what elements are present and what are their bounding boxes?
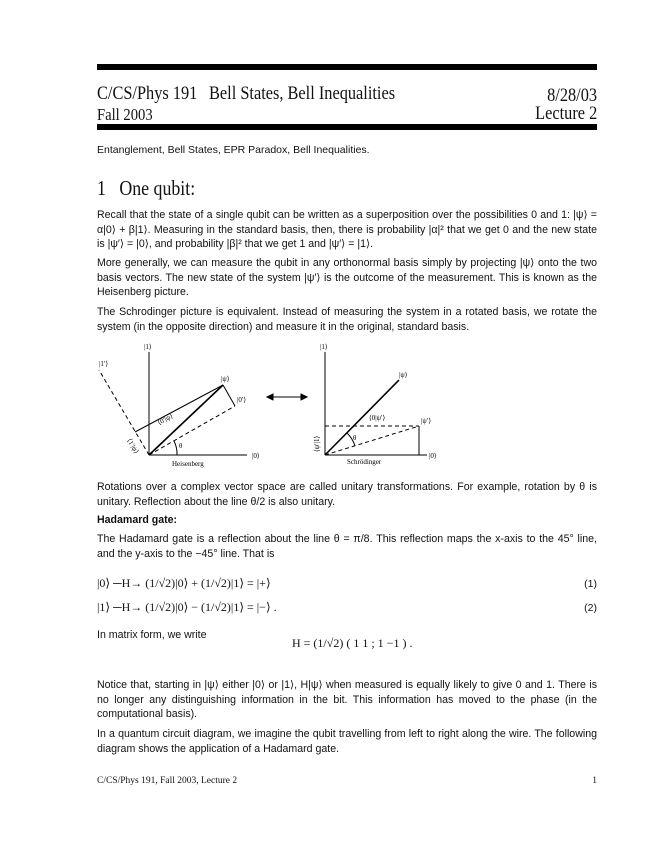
projection-1prime-label: ⟨1′|ψ⟩ — [125, 437, 141, 456]
hadamard-heading-text: Hadamard gate: — [97, 514, 178, 526]
paragraph-unitary: Rotations over a complex vector space are called unitary transformations. For example, rotation by θ is unitary. Reflection about the line θ/2 is also unitary. — [97, 481, 597, 508]
projection-0prime-label: ⟨0′|ψ⟩ — [156, 412, 175, 427]
equation-1-body: |0⟩ ─H→ (1/√2)|0⟩ + (1/√2)|1⟩ = |+⟩ — [97, 576, 271, 590]
paragraph-superposition: Recall that the state of a single qubit can be written as a superposition over the possibilities 0 and 1: |ψ⟩ = α|0⟩ + β|1⟩. Measuring in the standard basis, then, there is probability |α|² that we get 0 and the new state is |ψ′⟩ = |0⟩, and probability |β|² that we get 1 and |ψ′⟩ = |1⟩. — [97, 209, 597, 250]
schrodinger-caption: Schrödinger — [347, 458, 382, 466]
course-code: C/CS/Phys 191 — [97, 83, 198, 104]
equation-1-number: (1) — [584, 578, 597, 590]
section-heading — [97, 176, 195, 201]
equation-1 — [97, 576, 597, 596]
section-title: One qubit: — [119, 176, 196, 200]
section-number: 1 — [97, 176, 106, 200]
topics-line: Entanglement, Bell States, EPR Paradox, Bell Inequalities. — [97, 144, 370, 156]
angle-label: θ — [179, 442, 183, 450]
lecture-date: 8/28/03 — [547, 85, 597, 106]
projection-0-label: ⟨0|ψ′⟩ — [369, 414, 386, 422]
heisenberg-diagram — [99, 352, 247, 455]
hadamard-matrix: H = (1/√2) ( 1 1 ; 1 −1 ) . — [292, 636, 413, 650]
ket-0-label: |0⟩ — [429, 452, 437, 460]
page-number: 1 — [592, 776, 597, 786]
equation-2-number: (2) — [584, 602, 597, 614]
heisenberg-caption: Heisenberg — [172, 460, 204, 468]
equation-2-body: |1⟩ ─H→ (1/√2)|0⟩ − (1/√2)|1⟩ = |−⟩ . — [97, 600, 277, 614]
header-bottom-rule — [97, 124, 597, 130]
page-footer — [97, 776, 597, 786]
footer-text: C/CS/Phys 191, Fall 2003, Lecture 2 — [97, 776, 238, 786]
hadamard-heading — [97, 513, 597, 528]
angle-arc — [174, 441, 177, 455]
projection-1-label: ⟨ψ′|1⟩ — [313, 435, 321, 452]
paragraph-schrodinger: The Schrodinger picture is equivalent. Instead of measuring the system in a rotated basis, we rotate the system (in the opposite direction) and measure it in the original, standard basis. — [97, 306, 597, 333]
psi-prime-label: |ψ′⟩ — [421, 417, 432, 425]
lecture-page — [97, 0, 597, 848]
equivalence-arrow — [267, 394, 307, 400]
lecture-title: Bell States, Bell Inequalities — [209, 83, 396, 104]
paragraph-equal-likelihood: Notice that, starting in |ψ⟩ either |0⟩ or |1⟩, H|ψ⟩ when measured is equally likely to give 0 and 1. There is no longer any distinguishing information in the bit. This information has moved to the phase (in the computational basis). — [97, 679, 597, 720]
ket-1-label: |1⟩ — [320, 343, 328, 351]
header-top-rule — [97, 64, 597, 70]
paragraph-circuit-diagram: In a quantum circuit diagram, we imagine the qubit travelling from left to right along the wire. The following diagram shows the application of a Hadamard gate. — [97, 728, 597, 755]
psi-label: |ψ⟩ — [221, 375, 230, 383]
paragraph-hadamard: The Hadamard gate is a reflection about the line θ = π/8. This reflection maps the x-axis to the 45° line, and the y-axis to the −45° line. That is — [97, 533, 597, 560]
lecture-number: Lecture 2 — [534, 103, 597, 124]
schrodinger-diagram — [325, 352, 427, 455]
rotated-1-axis — [99, 370, 149, 455]
paragraph-matrix-form: In matrix form, we write — [97, 629, 207, 641]
measurement-pictures-figure — [97, 340, 597, 470]
angle-label: θ — [353, 434, 357, 442]
ket-0-label: |0⟩ — [252, 452, 260, 460]
ket-0prime-label: |0′⟩ — [237, 396, 247, 404]
psi-label: |ψ⟩ — [399, 371, 408, 379]
ket-1prime-label: |1′⟩ — [99, 360, 109, 368]
term: Fall 2003 — [97, 105, 153, 124]
projection-line-b — [135, 385, 223, 432]
paragraph-heisenberg: More generally, we can measure the qubit in any orthonormal basis simply by projecting |ψ⟩ onto the two basis vectors. The new state of the system |ψ′⟩ is the outcome of the measurement. This is known as the Heisenberg picture. — [97, 257, 597, 298]
projection-line-a — [223, 385, 235, 406]
ket-1-label: |1⟩ — [144, 343, 152, 351]
equation-2 — [97, 600, 597, 620]
